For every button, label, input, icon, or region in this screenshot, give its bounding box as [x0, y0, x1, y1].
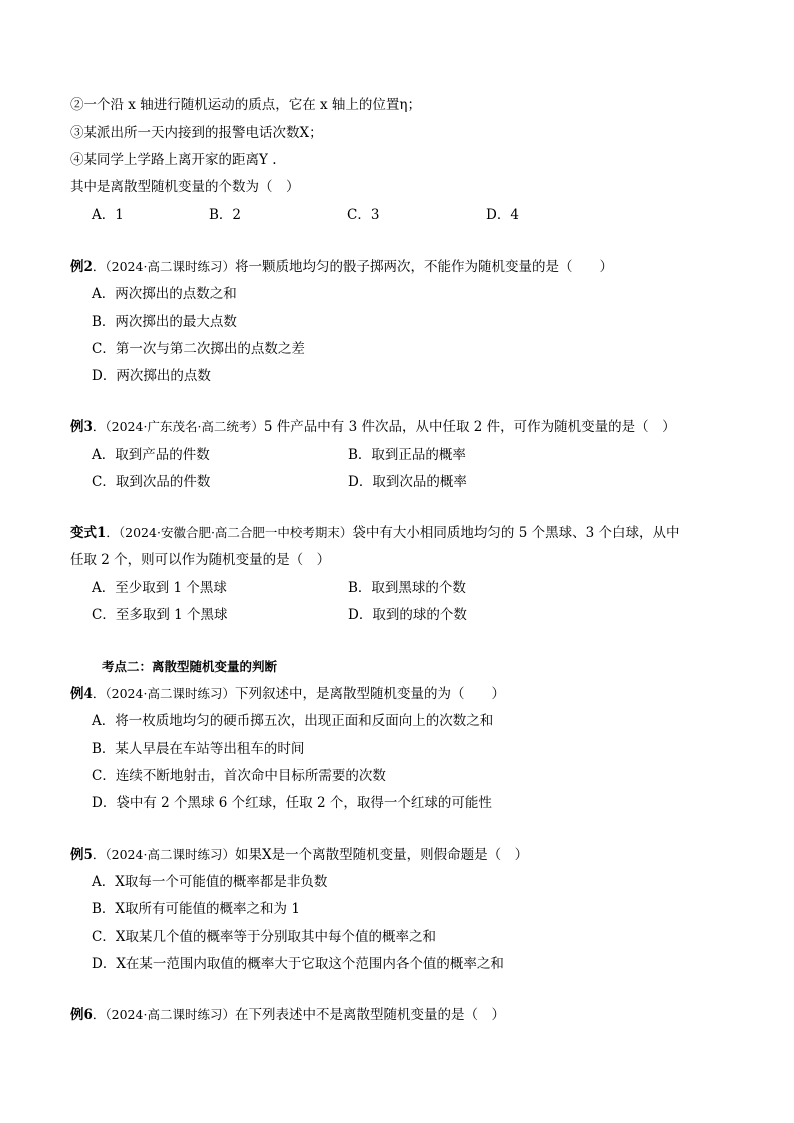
ex4-option-d: D．袋中有 2 个黑球 6 个红球，任取 2 个，取得一个红球的可能性 — [92, 795, 492, 811]
ex4-option-b: B．某人早晨在车站等出租车的时间 — [92, 741, 305, 757]
ex6-text: 在下列表述中不是离散型随机变量的是（ ） — [234, 1007, 505, 1023]
ex5-option-d: D．X在某一范围内取值的概率大于它取这个范围内各个值的概率之和 — [92, 956, 504, 972]
ex5-label: 例5 — [70, 847, 93, 863]
section-heading: 考点二：离散型随机变量的判断 — [102, 659, 278, 674]
var1-option-a: A．至少取到 1 个黑球 — [92, 580, 227, 596]
q1-option-d: D．4 — [486, 207, 519, 223]
ex3-text: 5 件产品中有 3 件次品，从中任取 2 件，可作为随机变量的是（ ） — [263, 419, 676, 435]
q1-option-b: B．2 — [209, 207, 242, 223]
var1-option-d: D．取到的球的个数 — [348, 607, 467, 623]
q1-item2: ②一个沿 x 轴进行随机运动的质点，它在 x 轴上的位置η； — [70, 97, 421, 113]
ex2-option-c: C．第一次与第二次掷出的点数之差 — [92, 341, 305, 357]
ex2-option-a: A．两次掷出的点数之和 — [92, 286, 237, 302]
ex2-label: 例2 — [70, 259, 93, 275]
ex5-source: ．（2024·高二课时练习） — [92, 847, 235, 862]
ex6-question — [70, 1006, 505, 1024]
ex2-source: ．（2024·高二课时练习） — [92, 259, 235, 274]
ex2-option-d: D．两次掷出的点数 — [92, 368, 211, 384]
q1-item4: ④某同学上学路上离开家的距离Y . — [70, 152, 277, 168]
ex4-source: ．（2024·高二课时练习） — [92, 686, 235, 701]
ex4-text: 下列叙述中，是离散型随机变量的为（ ） — [234, 686, 505, 702]
ex5-question — [70, 846, 528, 864]
ex4-option-c: C．连续不断地射击，首次命中目标所需要的次数 — [92, 768, 386, 784]
var1-text: 袋中有大小相同质地均匀的 5 个黑球、3 个白球，从中 — [352, 525, 680, 541]
ex4-label: 例4 — [70, 686, 93, 702]
q1-question: 其中是离散型随机变量的个数为（ ） — [70, 179, 300, 195]
ex3-option-c: C．取到次品的件数 — [92, 474, 211, 490]
var1-option-b: B．取到黑球的个数 — [348, 580, 466, 596]
ex4-option-a: A．将一枚质地均匀的硬币掷五次，出现正面和反面向上的次数之和 — [92, 713, 494, 729]
q1-option-c: C．3 — [347, 207, 380, 223]
ex3-label: 例3 — [70, 419, 93, 435]
ex2-option-b: B．两次掷出的最大点数 — [92, 314, 237, 330]
q1-item3: ③某派出所一天内接到的报警电话次数X； — [70, 125, 323, 141]
var1-option-c: C．至多取到 1 个黑球 — [92, 607, 228, 623]
ex6-label: 例6 — [70, 1007, 93, 1023]
ex2-text: 将一颗质地均匀的骰子掷两次，不能作为随机变量的是（ ） — [234, 259, 613, 275]
ex5-option-c: C．X取某几个值的概率等于分别取其中每个值的概率之和 — [92, 929, 436, 945]
ex2-question — [70, 258, 613, 276]
var1-question-cont: 任取 2 个，则可以作为随机变量的是（ ） — [70, 552, 331, 568]
ex5-text: 如果X是一个离散型随机变量，则假命题是（ ） — [234, 847, 529, 863]
var1-source: ．（2024·安徽合肥·高二合肥一中校考期末） — [106, 525, 353, 540]
q1-option-a: A．1 — [92, 207, 124, 223]
ex3-source: ．（2024·广东茂名·高二统考） — [92, 419, 264, 434]
ex3-option-d: D．取到次品的概率 — [348, 474, 467, 490]
ex4-question — [70, 685, 505, 703]
ex5-option-a: A．X取每一个可能值的概率都是非负数 — [92, 874, 328, 890]
ex5-option-b: B．X取所有可能值的概率之和为 1 — [92, 901, 300, 917]
var1-label: 变式1 — [70, 525, 107, 541]
ex3-option-a: A．取到产品的件数 — [92, 447, 210, 463]
ex6-source: ．（2024·高二课时练习） — [92, 1007, 235, 1022]
ex3-option-b: B．取到正品的概率 — [348, 447, 466, 463]
ex3-question — [70, 418, 676, 436]
var1-question — [70, 524, 679, 542]
